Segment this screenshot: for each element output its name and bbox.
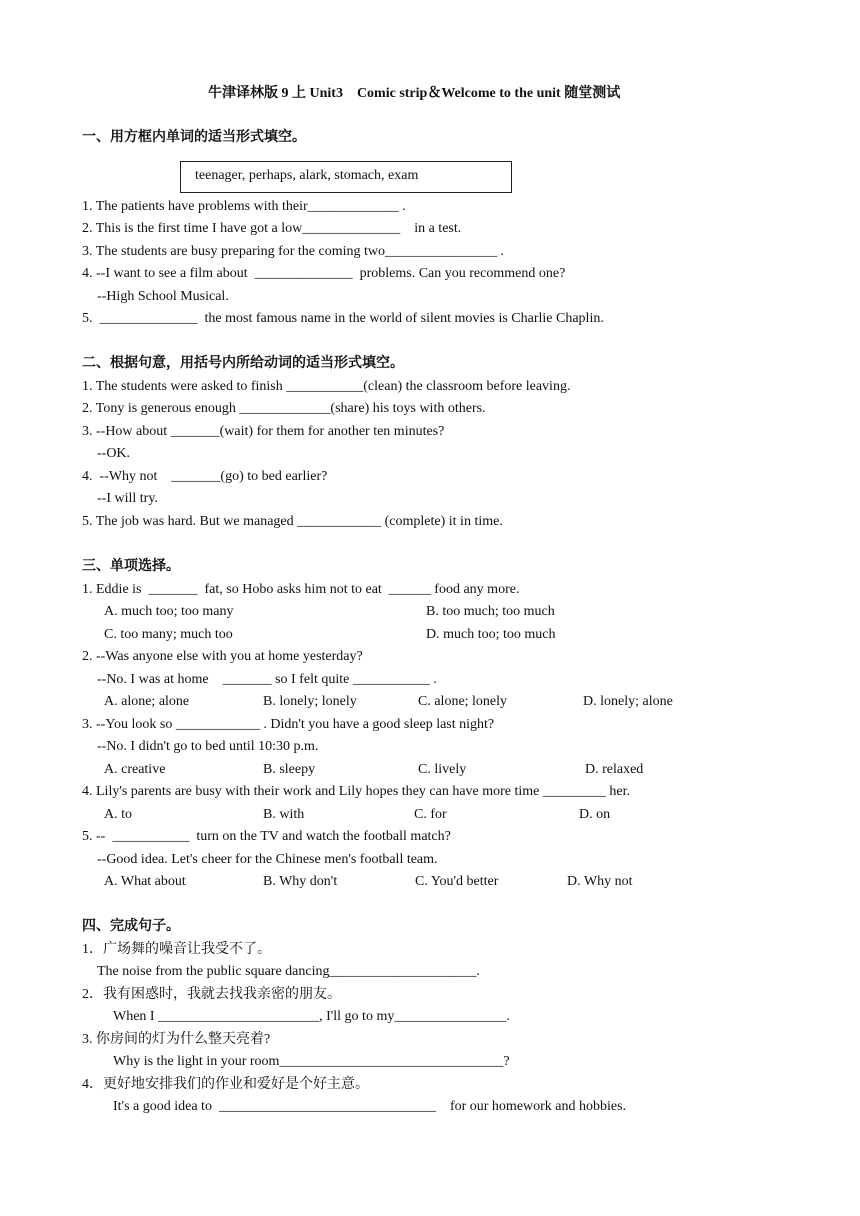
q1-option-b: B. too much; too much (426, 604, 555, 619)
q4-stem: 4. Lily's parents are busy with their work and Lily hopes they can have more time _________ her. (82, 784, 631, 799)
word-box (180, 161, 512, 193)
s2-item-3: 3. --How about _______(wait) for them for another ten minutes? (82, 424, 445, 439)
q2-option-b: B. lonely; lonely (263, 694, 357, 709)
s1-item-1: 1. The patients have problems with their_____________ . (82, 199, 406, 214)
q3-option-c: C. lively (418, 762, 467, 777)
q1-option-d: D. much too; too much (426, 627, 556, 642)
q5-option-b: B. Why don't (263, 874, 338, 889)
q3-stem: 3. --You look so ____________ . Didn't you have a good sleep last night? (82, 717, 495, 732)
section4-heading: 四、完成句子。 (82, 919, 180, 934)
q5-option-c: C. You'd better (415, 874, 499, 889)
q3-option-d: D. relaxed (585, 762, 644, 777)
s4-item-4-en: It's a good idea to _______________________________ for our homework and hobbies. (113, 1099, 627, 1114)
s4-item-1-cn: 1．广场舞的噪音让我受不了。 (82, 942, 271, 957)
s4-item-1-en: The noise from the public square dancing_____________________. (97, 964, 480, 979)
q1-option-a: A. much too; too many (104, 604, 234, 619)
s4-item-4-cn: 4．更好地安排我们的作业和爱好是个好主意。 (82, 1077, 369, 1092)
s1-item-4: 4. --I want to see a film about ______________ problems. Can you recommend one? (82, 266, 566, 281)
s4-item-3-cn: 3. 你房间的灯为什么整天亮着? (82, 1032, 271, 1047)
s4-item-2-en: When I _______________________, I'll go to my________________. (113, 1009, 510, 1024)
section3-heading: 三、单项选择。 (82, 559, 180, 574)
q2-line2: --No. I was at home _______ so I felt quite ___________ . (97, 672, 437, 687)
q5-line2: --Good idea. Let's cheer for the Chinese men's football team. (97, 852, 438, 867)
s2-item-2: 2. Tony is generous enough _____________(share) his toys with others. (82, 401, 486, 416)
q2-stem: 2. --Was anyone else with you at home yesterday? (82, 649, 363, 664)
s2-item-5: 5. The job was hard. But we managed ____________ (complete) it in time. (82, 514, 503, 529)
s1-item-2: 2. This is the first time I have got a low______________ in a test. (82, 221, 462, 236)
q4-option-d: D. on (579, 807, 611, 822)
q1-option-c: C. too many; much too (104, 627, 233, 642)
s1-item-4-reply: --High School Musical. (97, 289, 229, 304)
q2-option-a: A. alone; alone (104, 694, 190, 709)
q5-option-d: D. Why not (567, 874, 633, 889)
q5-option-a: A. What about (104, 874, 186, 889)
s2-item-3-reply: --OK. (97, 446, 131, 461)
q4-option-b: B. with (263, 807, 305, 822)
q2-option-c: C. alone; lonely (418, 694, 508, 709)
s2-item-4: 4. --Why not _______(go) to bed earlier? (82, 469, 328, 484)
q2-option-d: D. lonely; alone (583, 694, 673, 709)
section1-heading: 一、用方框内单词的适当形式填空。 (82, 130, 306, 145)
q4-option-a: A. to (104, 807, 132, 822)
s2-item-4-reply: --I will try. (97, 491, 158, 506)
q1-stem: 1. Eddie is _______ fat, so Hobo asks him not to eat ______ food any more. (82, 582, 520, 597)
s1-item-5: 5. ______________ the most famous name in the world of silent movies is Charlie Chaplin. (82, 311, 604, 326)
q3-option-b: B. sleepy (263, 762, 316, 777)
word-box-text: teenager, perhaps, alark, stomach, exam (195, 168, 419, 183)
q4-option-c: C. for (414, 807, 447, 822)
s4-item-3-en: Why is the light in your room________________________________? (113, 1054, 510, 1069)
document-title: 牛津译林版 9 上 Unit3 Comic strip＆Welcome to the unit 随堂测试 (208, 86, 621, 101)
q3-option-a: A. creative (104, 762, 166, 777)
q3-line2: --No. I didn't go to bed until 10:30 p.m. (97, 739, 319, 754)
s4-item-2-cn: 2．我有困惑时，我就去找我亲密的朋友。 (82, 987, 341, 1002)
section2-heading: 二、根据句意，用括号内所给动词的适当形式填空。 (82, 356, 404, 371)
s2-item-1: 1. The students were asked to finish ___________(clean) the classroom before leaving. (82, 379, 571, 394)
q5-stem: 5. -- ___________ turn on the TV and watch the football match? (82, 829, 451, 844)
s1-item-3: 3. The students are busy preparing for the coming two________________ . (82, 244, 505, 259)
